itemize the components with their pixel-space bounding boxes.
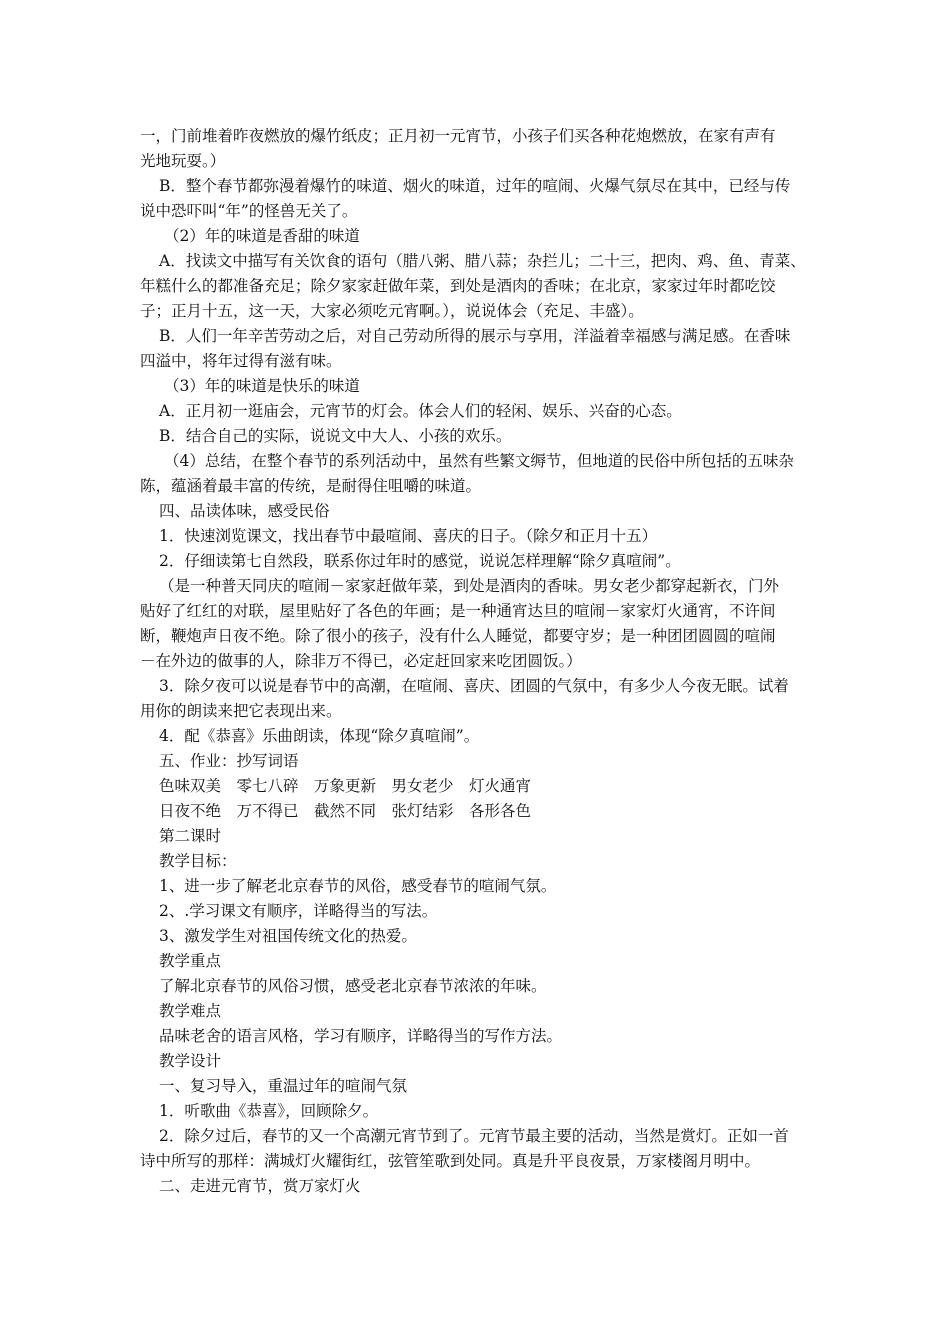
text-line: A．正月初一逛庙会，元宵节的灯会。体会人们的轻闲、娱乐、兴奋的心态。 <box>159 402 682 420</box>
text-line: 3．除夕夜可以说是春节中的高潮，在喧闹、喜庆、团圆的气氛中，有多少人今夜无眠。试着 <box>159 677 789 695</box>
text-line: （是一种普天同庆的喧闹－家家赶做年菜，到处是酒肉的香味。男女老少都穿起新衣，门外 <box>159 577 780 595</box>
text-line: 二、走进元宵节，赏万家灯火 <box>159 1177 361 1195</box>
text-line: 教学设计 <box>159 1052 222 1070</box>
text-line: 教学目标： <box>159 852 237 870</box>
text-line: B．人们一年辛苦劳动之后，对自己劳动所得的展示与享用，洋溢着幸福感与满足感。在香味 <box>159 327 791 345</box>
text-line: 说中恐吓叫“年”的怪兽无关了。 <box>140 202 358 220</box>
text-line: 用你的朗读来把它表现出来。 <box>140 702 342 720</box>
text-line: 四、品读体味，感受民俗 <box>159 502 330 520</box>
text-line: 教学重点 <box>159 952 222 970</box>
text-line: 色味双美 零七八碎 万象更新 男女老少 灯火通宵 <box>159 777 532 795</box>
text-line: （2）年的味道是香甜的味道 <box>164 227 360 245</box>
text-line: 3、激发学生对祖国传统文化的热爱。 <box>159 927 417 945</box>
text-line: 1、进一步了解老北京春节的风俗，感受春节的喧闹气氛。 <box>159 877 557 895</box>
text-line: 了解北京春节的风俗习惯，感受老北京春节浓浓的年味。 <box>159 977 547 995</box>
text-line: 四溢中，将年过得有滋有味。 <box>140 352 342 370</box>
text-line: 1．听歌曲《恭喜》，回顾除夕。 <box>159 1102 379 1120</box>
text-line: 五、作业：抄写词语 <box>159 752 299 770</box>
text-line: 第二课时 <box>159 827 222 845</box>
text-line: B．整个春节都弥漫着爆竹的味道、烟火的味道，过年的喧闹、火爆气氛尽在其中，已经与传 <box>159 177 791 195</box>
text-line: 年糕什么的都准备充足；除夕家家赶做年菜，到处是酒肉的香味；在北京，家家过年时都吃饺 <box>140 277 776 295</box>
text-line: 2．除夕过后，春节的又一个高潮元宵节到了。元宵节最主要的活动，当然是赏灯。正如一首 <box>159 1127 789 1145</box>
text-line: 贴好了红红的对联，屋里贴好了各色的年画；是一种通宵达旦的喧闹－家家灯火通宵，不许间 <box>140 602 776 620</box>
text-line: 诗中所写的那样：满城灯火耀街红，弦管笙歌到处同。真是升平良夜景，万家楼阁月明中。 <box>140 1152 761 1170</box>
text-line: 一，门前堆着昨夜燃放的爆竹纸皮；正月初一元宵节，小孩子们买各种花炮燃放，在家有声有 <box>140 127 776 145</box>
text-line: B．结合自己的实际，说说文中大人、小孩的欢乐。 <box>159 427 512 445</box>
text-line: 2．仔细读第七自然段，联系你过年时的感觉，说说怎样理解“除夕真喧闹”。 <box>159 552 681 570</box>
text-line: 光地玩耍。） <box>140 152 226 170</box>
text-line: 断，鞭炮声日夜不绝。除了很小的孩子，没有什么人睡觉，都要守岁；是一种团团圆圆的喧闹 <box>140 627 776 645</box>
text-line: 2、.学习课文有顺序，详略得当的写法。 <box>159 902 438 920</box>
text-line: －在外边的做事的人，除非万不得已，必定赶回家来吃团圆饭。） <box>140 652 582 670</box>
text-line: 1．快速浏览课文，找出春节中最喧闹、喜庆的日子。（除夕和正月十五） <box>159 527 658 545</box>
text-line: （3）年的味道是快乐的味道 <box>164 377 360 395</box>
document-page <box>140 124 830 1199</box>
text-line: 陈，蕴涵着最丰富的传统，是耐得住咀嚼的味道。 <box>140 477 482 495</box>
text-line: 4．配《恭喜》乐曲朗读，体现“除夕真喧闹”。 <box>159 727 480 745</box>
text-line: 日夜不绝 万不得已 截然不同 张灯结彩 各形各色 <box>159 802 532 820</box>
text-line: 一、复习导入，重温过年的喧闹气氛 <box>159 1077 408 1095</box>
text-line: A．找读文中描写有关饮食的语句（腊八粥、腊八蒜；杂拦儿；二十三，把肉、鸡、鱼、青菜、 <box>159 252 806 270</box>
text-line: （4）总结，在整个春节的系列活动中，虽然有些繁文缛节，但地道的民俗中所包括的五味杂 <box>164 452 794 470</box>
text-line: 品味老舍的语言风格，学习有顺序，详略得当的写作方法。 <box>159 1027 563 1045</box>
text-line: 教学难点 <box>159 1002 222 1020</box>
text-line: 子；正月十五，这一天，大家必须吃元宵啊。），说说体会（充足、丰盛）。 <box>140 302 644 320</box>
